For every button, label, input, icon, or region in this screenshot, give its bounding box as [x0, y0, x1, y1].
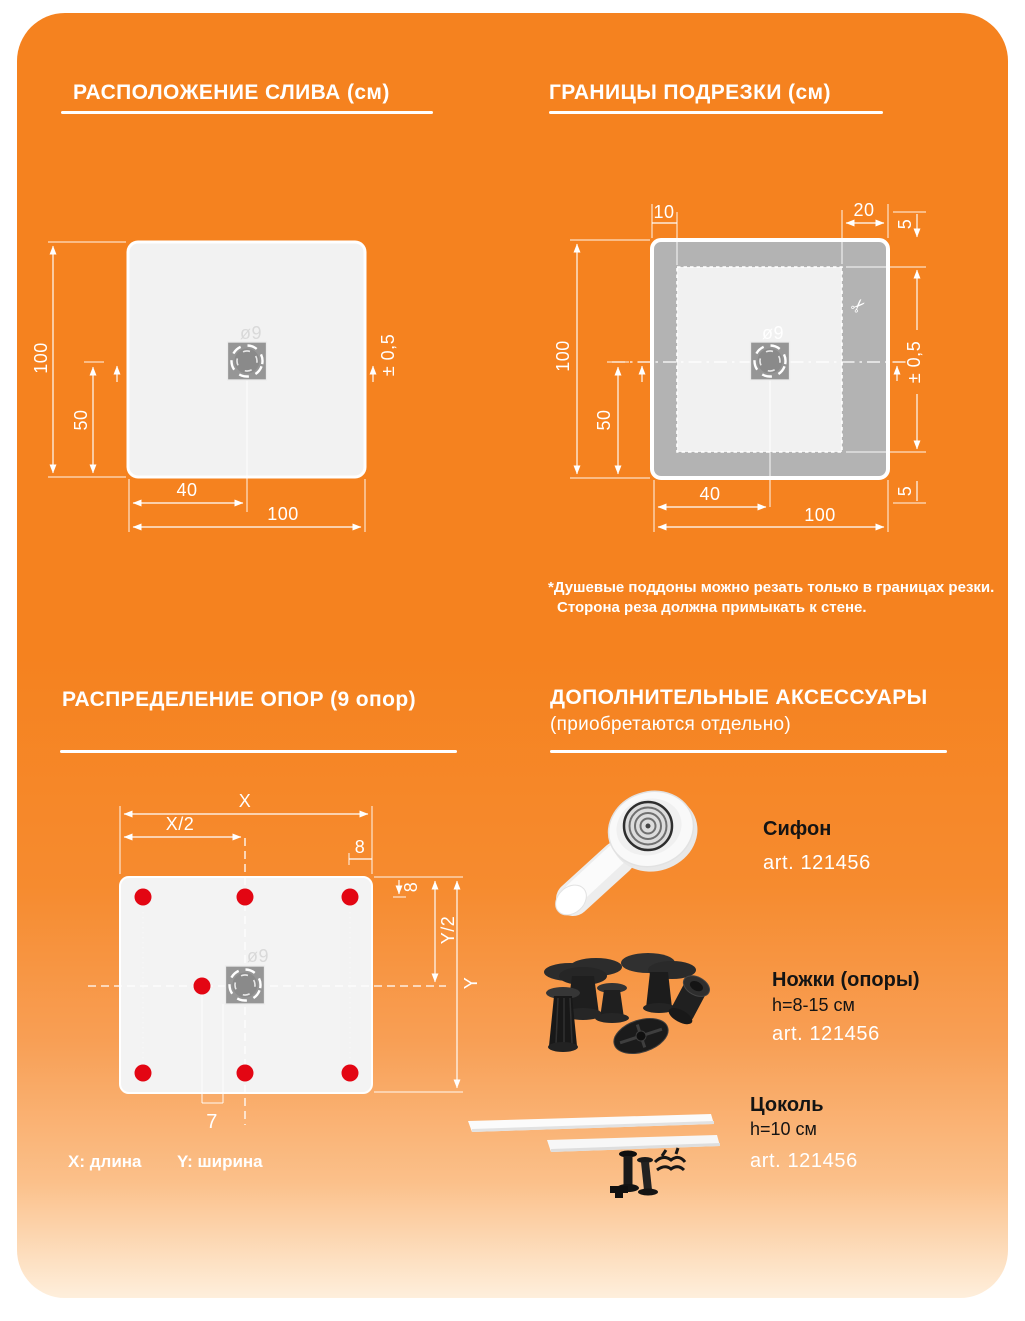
dim-label-height: 100 — [31, 342, 51, 374]
cut-note-line2: Сторона реза должна примыкать к стене. — [557, 599, 867, 616]
scissors-icon: ✂ — [846, 293, 872, 319]
supports-legend-x: X: длина — [68, 1152, 142, 1171]
dim-label-margin-top: 5 — [895, 218, 915, 230]
drain-diameter-label: ø9 — [239, 323, 263, 343]
dim-label-tolerance: ± 0,5 — [904, 340, 924, 384]
accessory-name-siphon: Сифон — [763, 818, 832, 840]
drain-diameter-label: ø9 — [761, 323, 785, 343]
dim-label-width: 100 — [804, 505, 836, 525]
supports-title: РАСПРЕДЕЛЕНИЕ ОПОР (9 опор) — [62, 688, 416, 711]
dim-label-x-half: X/2 — [165, 814, 195, 834]
drain-location-diagram — [31, 242, 398, 532]
accessories-images — [468, 781, 720, 1198]
dim-label-y-half: Y/2 — [438, 915, 458, 945]
accessories-title: ДОПОЛНИТЕЛЬНЫЕ АКСЕССУАРЫ — [550, 686, 928, 709]
accessory-spec-feet: h=8-15 см — [772, 995, 855, 1015]
supports-diagram — [88, 791, 481, 1133]
support-dot — [135, 889, 152, 906]
accessory-art-feet: art. 121456 — [772, 1023, 880, 1045]
dim-label-width-half: 40 — [699, 484, 721, 504]
supports-legend-y: Y: ширина — [177, 1152, 263, 1171]
cut-borders-title: ГРАНИЦЫ ПОДРЕЗКИ (см) — [549, 81, 831, 104]
accessory-art-plinth: art. 121456 — [750, 1150, 858, 1172]
drain-icon — [225, 965, 265, 1005]
drain-location-title: РАСПОЛОЖЕНИЕ СЛИВА (см) — [73, 81, 390, 104]
support-dot — [194, 978, 211, 995]
dim-label-y: Y — [461, 976, 481, 990]
dim-label-margin-right: 20 — [853, 200, 875, 220]
drain-icon — [227, 341, 267, 381]
support-dot — [342, 889, 359, 906]
dim-label-margin-left: 10 — [653, 202, 675, 222]
siphon-image — [550, 781, 708, 922]
dim-label-x: X — [238, 791, 252, 811]
support-dot — [135, 1065, 152, 1082]
accessory-name-feet: Ножки (опоры) — [772, 969, 920, 991]
accessory-art-siphon: art. 121456 — [763, 852, 871, 874]
support-dot — [342, 1065, 359, 1082]
dim-label-edge-offset-top: 8 — [354, 837, 366, 857]
dim-label-height-half: 50 — [71, 409, 91, 431]
drain-icon — [750, 341, 790, 381]
accessory-name-plinth: Цоколь — [750, 1094, 824, 1116]
cut-borders-diagram — [553, 200, 926, 532]
dim-label-height: 100 — [553, 340, 573, 372]
dim-label-height-half: 50 — [594, 409, 614, 431]
accessory-spec-plinth: h=10 см — [750, 1119, 817, 1139]
accessories-subtitle: (приобретаются отдельно) — [550, 714, 792, 735]
support-dot — [237, 1065, 254, 1082]
plinth-image — [468, 1114, 720, 1198]
dim-label-drain-offset: 7 — [206, 1111, 218, 1133]
dim-label-margin-bottom: 5 — [895, 485, 915, 497]
dim-label-width-half: 40 — [176, 480, 198, 500]
dim-label-edge-offset-side: 8 — [401, 881, 421, 893]
dim-label-width: 100 — [267, 504, 299, 524]
drain-diameter-label: ø9 — [246, 946, 270, 966]
dim-label-tolerance: ± 0,5 — [378, 333, 398, 377]
cut-note-line1: *Душевые поддоны можно резать только в границах резки. — [548, 579, 995, 596]
support-dot — [237, 889, 254, 906]
feet-image — [544, 953, 713, 1060]
